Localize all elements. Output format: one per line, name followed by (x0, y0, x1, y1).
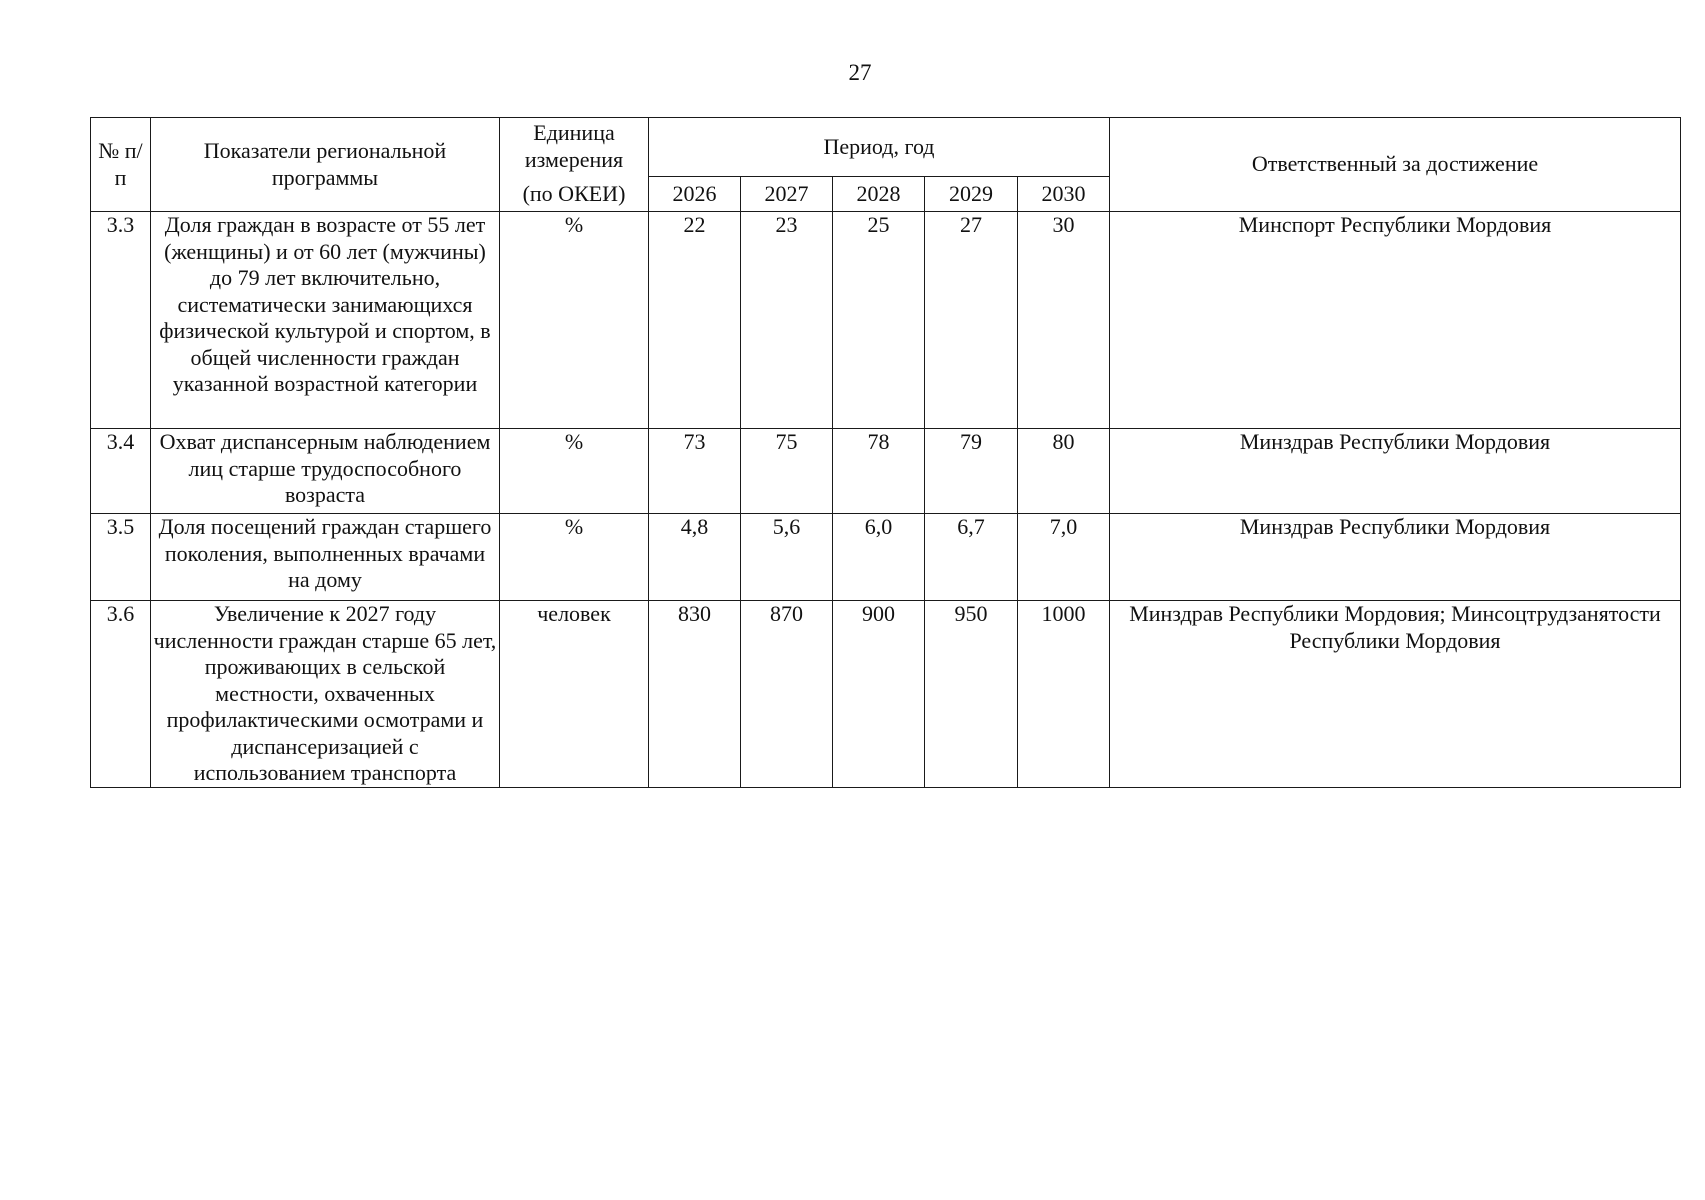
row-value-2029: 6,7 (925, 514, 1018, 601)
row-value-2030: 80 (1018, 429, 1110, 514)
row-value-2026: 73 (649, 429, 741, 514)
row-responsible: Минспорт Республики Мордовия (1110, 212, 1681, 429)
table-row (91, 514, 1681, 601)
row-number: 3.4 (91, 429, 151, 514)
row-value-2026: 4,8 (649, 514, 741, 601)
header-year-2028: 2028 (833, 177, 925, 212)
header-responsible: Ответственный за достижение (1110, 118, 1681, 212)
row-unit: % (500, 212, 649, 429)
row-value-2026: 22 (649, 212, 741, 429)
row-unit: % (500, 429, 649, 514)
table-row (91, 212, 1681, 429)
row-value-2028: 78 (833, 429, 925, 514)
header-unit (500, 118, 649, 212)
header-number: № п/п (91, 118, 151, 212)
row-value-2030: 30 (1018, 212, 1110, 429)
header-row-main (91, 118, 1681, 177)
header-unit-title: Единица измерения (524, 120, 624, 172)
row-value-2027: 870 (741, 601, 833, 788)
header-year-2027: 2027 (741, 177, 833, 212)
row-responsible: Минздрав Республики Мордовия (1110, 429, 1681, 514)
row-number: 3.3 (91, 212, 151, 429)
row-value-2027: 23 (741, 212, 833, 429)
page-number: 27 (848, 60, 872, 85)
row-value-2029: 27 (925, 212, 1018, 429)
row-value-2026: 830 (649, 601, 741, 788)
row-indicator: Увеличение к 2027 году численности граждан старше 65 лет, проживающих в сельской местности, охваченных профилактическими осмотрами и диспансеризацией с использованием транспорта (151, 601, 500, 788)
indicators-table (90, 117, 1681, 788)
row-responsible: Минздрав Республики Мордовия (1110, 514, 1681, 601)
row-number: 3.6 (91, 601, 151, 788)
row-value-2028: 25 (833, 212, 925, 429)
row-value-2028: 900 (833, 601, 925, 788)
header-indicator: Показатели региональной программы (151, 118, 500, 212)
row-unit: человек (500, 601, 649, 788)
row-value-2027: 5,6 (741, 514, 833, 601)
table-body (91, 212, 1681, 788)
row-unit: % (500, 514, 649, 601)
row-value-2030: 7,0 (1018, 514, 1110, 601)
table-row (91, 601, 1681, 788)
row-number: 3.5 (91, 514, 151, 601)
row-value-2029: 79 (925, 429, 1018, 514)
row-value-2030: 1000 (1018, 601, 1110, 788)
row-value-2028: 6,0 (833, 514, 925, 601)
row-value-2027: 75 (741, 429, 833, 514)
header-year-2030: 2030 (1018, 177, 1110, 212)
header-year-2029: 2029 (925, 177, 1018, 212)
header-period: Период, год (649, 118, 1110, 177)
table-header (91, 118, 1681, 212)
row-indicator: Доля посещений граждан старшего поколения, выполненных врачами на дому (151, 514, 500, 601)
row-responsible: Минздрав Республики Мордовия; Минсоцтрудзанятости Республики Мордовия (1110, 601, 1681, 788)
row-value-2029: 950 (925, 601, 1018, 788)
header-year-2026: 2026 (649, 177, 741, 212)
row-indicator: Охват диспансерным наблюдением лиц старше трудоспособного возраста (151, 429, 500, 514)
row-indicator: Доля граждан в возрасте от 55 лет (женщины) и от 60 лет (мужчины) до 79 лет включительно, систематически занимающихся физической культурой и спортом, в общей численности граждан указанной возрастной категории (151, 212, 500, 429)
table-row (91, 429, 1681, 514)
header-unit-okei: (по ОКЕИ) (522, 181, 626, 206)
